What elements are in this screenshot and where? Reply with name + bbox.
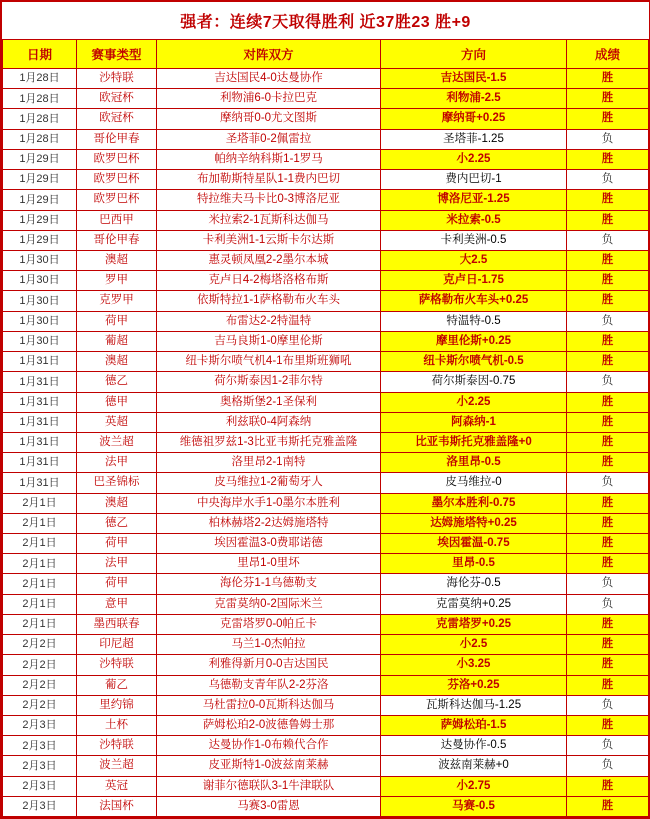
table-row — [3, 716, 649, 736]
cell-match: 吉马良斯1-0摩里伦斯 — [157, 331, 381, 351]
cell-league: 哥伦甲春 — [77, 230, 157, 250]
cell-league: 欧罗巴杯 — [77, 190, 157, 210]
cell-direction: 摩纳哥+0.25 — [381, 109, 567, 129]
cell-direction: 埃因霍温-0.75 — [381, 534, 567, 554]
cell-match: 利物浦6-0卡拉巴克 — [157, 89, 381, 109]
cell-date: 1月29日 — [3, 230, 77, 250]
sheet-title-row — [3, 2, 649, 40]
cell-match: 惠灵顿凤凰2-2墨尔本城 — [157, 250, 381, 270]
cell-result: 负 — [567, 372, 649, 392]
cell-match: 马杜雷拉0-0瓦斯科达伽马 — [157, 695, 381, 715]
cell-date: 2月3日 — [3, 756, 77, 776]
cell-date: 2月3日 — [3, 716, 77, 736]
cell-direction: 费内巴切-1 — [381, 170, 567, 190]
cell-match: 皮马维拉1-2葡萄牙人 — [157, 473, 381, 493]
cell-date: 2月1日 — [3, 554, 77, 574]
cell-match: 卡利美洲1-1云斯卡尔达斯 — [157, 230, 381, 250]
cell-match: 马赛3-0雷恩 — [157, 796, 381, 816]
cell-date: 2月3日 — [3, 736, 77, 756]
page-title: 强者：连续7天取得胜利 近37胜23 胜+9 — [3, 2, 649, 40]
cell-date: 2月2日 — [3, 655, 77, 675]
cell-date: 1月30日 — [3, 250, 77, 270]
cell-match: 布雷达2-2特温特 — [157, 311, 381, 331]
table-row — [3, 372, 649, 392]
table-row — [3, 473, 649, 493]
cell-direction: 克雷塔罗+0.25 — [381, 614, 567, 634]
cell-result: 胜 — [567, 271, 649, 291]
cell-date: 2月1日 — [3, 493, 77, 513]
cell-league: 里约锦 — [77, 695, 157, 715]
cell-direction: 克雷莫纳+0.25 — [381, 594, 567, 614]
cell-league: 哥伦甲春 — [77, 129, 157, 149]
cell-league: 澳超 — [77, 250, 157, 270]
cell-direction: 利物浦-2.5 — [381, 89, 567, 109]
header-direction: 方向 — [381, 40, 567, 69]
cell-match: 特拉维夫马卡比0-3博洛尼亚 — [157, 190, 381, 210]
cell-date: 1月31日 — [3, 432, 77, 452]
table-row — [3, 432, 649, 452]
cell-result: 负 — [567, 594, 649, 614]
cell-league: 土杯 — [77, 716, 157, 736]
cell-league: 澳超 — [77, 352, 157, 372]
cell-result: 胜 — [567, 89, 649, 109]
cell-league: 葡超 — [77, 331, 157, 351]
cell-direction: 纽卡斯尔喷气机-0.5 — [381, 352, 567, 372]
cell-match: 帕纳辛纳科斯1-1罗马 — [157, 149, 381, 169]
cell-league: 澳超 — [77, 493, 157, 513]
cell-direction: 荷尔斯泰因-0.75 — [381, 372, 567, 392]
table-row — [3, 695, 649, 715]
cell-date: 1月31日 — [3, 473, 77, 493]
cell-match: 达曼协作1-0布赖代合作 — [157, 736, 381, 756]
table-row — [3, 796, 649, 816]
results-table — [2, 2, 649, 817]
cell-date: 1月31日 — [3, 453, 77, 473]
cell-league: 欧冠杯 — [77, 109, 157, 129]
table-row — [3, 311, 649, 331]
cell-date: 1月31日 — [3, 412, 77, 432]
cell-date: 1月29日 — [3, 190, 77, 210]
cell-league: 克罗甲 — [77, 291, 157, 311]
cell-date: 1月31日 — [3, 372, 77, 392]
cell-result: 胜 — [567, 453, 649, 473]
cell-date: 1月28日 — [3, 129, 77, 149]
cell-date: 1月31日 — [3, 392, 77, 412]
cell-date: 1月31日 — [3, 352, 77, 372]
cell-league: 墨西联春 — [77, 614, 157, 634]
cell-result: 负 — [567, 473, 649, 493]
cell-league: 欧罗巴杯 — [77, 170, 157, 190]
cell-result: 胜 — [567, 291, 649, 311]
cell-date: 2月1日 — [3, 614, 77, 634]
cell-match: 谢菲尔德联队3-1牛津联队 — [157, 776, 381, 796]
cell-result: 胜 — [567, 493, 649, 513]
cell-date: 1月29日 — [3, 210, 77, 230]
cell-match: 萨姆松珀2-0波德鲁姆士那 — [157, 716, 381, 736]
cell-league: 英超 — [77, 412, 157, 432]
cell-result: 胜 — [567, 635, 649, 655]
cell-match: 纽卡斯尔喷气机4-1布里斯班狮吼 — [157, 352, 381, 372]
cell-direction: 芬洛+0.25 — [381, 675, 567, 695]
table-header-row — [3, 40, 649, 69]
table-body — [3, 69, 649, 817]
cell-direction: 达曼协作-0.5 — [381, 736, 567, 756]
cell-direction: 克卢日-1.75 — [381, 271, 567, 291]
cell-result: 胜 — [567, 190, 649, 210]
cell-league: 德甲 — [77, 392, 157, 412]
cell-direction: 博洛尼亚-1.25 — [381, 190, 567, 210]
table-row — [3, 756, 649, 776]
cell-result: 胜 — [567, 716, 649, 736]
cell-result: 负 — [567, 736, 649, 756]
cell-result: 胜 — [567, 554, 649, 574]
table-row — [3, 291, 649, 311]
cell-result: 胜 — [567, 655, 649, 675]
cell-result: 胜 — [567, 513, 649, 533]
cell-date: 1月29日 — [3, 170, 77, 190]
header-match: 对阵双方 — [157, 40, 381, 69]
cell-direction: 圣塔菲-1.25 — [381, 129, 567, 149]
header-league: 赛事类型 — [77, 40, 157, 69]
cell-direction: 特温特-0.5 — [381, 311, 567, 331]
cell-date: 1月30日 — [3, 331, 77, 351]
cell-match: 克卢日4-2梅塔洛格布斯 — [157, 271, 381, 291]
table-row — [3, 392, 649, 412]
table-row — [3, 554, 649, 574]
cell-result: 胜 — [567, 534, 649, 554]
cell-date: 1月28日 — [3, 109, 77, 129]
cell-direction: 米拉索-0.5 — [381, 210, 567, 230]
cell-league: 意甲 — [77, 594, 157, 614]
cell-direction: 皮马维拉-0 — [381, 473, 567, 493]
cell-league: 荷甲 — [77, 574, 157, 594]
cell-date: 1月28日 — [3, 69, 77, 89]
cell-date: 2月1日 — [3, 594, 77, 614]
cell-league: 波兰超 — [77, 756, 157, 776]
cell-league: 巴圣锦标 — [77, 473, 157, 493]
cell-direction: 卡利美洲-0.5 — [381, 230, 567, 250]
header-date: 日期 — [3, 40, 77, 69]
cell-result: 负 — [567, 695, 649, 715]
cell-match: 利兹联0-4阿森纳 — [157, 412, 381, 432]
cell-result: 胜 — [567, 392, 649, 412]
cell-match: 里昂1-0里坏 — [157, 554, 381, 574]
cell-direction: 小2.25 — [381, 149, 567, 169]
cell-date: 2月1日 — [3, 574, 77, 594]
cell-result: 胜 — [567, 352, 649, 372]
table-row — [3, 594, 649, 614]
cell-league: 罗甲 — [77, 271, 157, 291]
cell-league: 印尼超 — [77, 635, 157, 655]
cell-direction: 阿森纳-1 — [381, 412, 567, 432]
cell-date: 1月30日 — [3, 271, 77, 291]
table-row — [3, 614, 649, 634]
table-row — [3, 69, 649, 89]
table-row — [3, 655, 649, 675]
cell-match: 中央海岸水手1-0墨尔本胜利 — [157, 493, 381, 513]
cell-direction: 达姆施塔特+0.25 — [381, 513, 567, 533]
cell-result: 负 — [567, 129, 649, 149]
table-row — [3, 493, 649, 513]
cell-result: 负 — [567, 756, 649, 776]
cell-match: 米拉索2-1瓦斯科达伽马 — [157, 210, 381, 230]
cell-date: 2月2日 — [3, 695, 77, 715]
cell-match: 依斯特拉1-1萨格勒布火车头 — [157, 291, 381, 311]
cell-direction: 马赛-0.5 — [381, 796, 567, 816]
table-row — [3, 129, 649, 149]
table-row — [3, 675, 649, 695]
cell-direction: 瓦斯科达伽马-1.25 — [381, 695, 567, 715]
table-row — [3, 776, 649, 796]
cell-league: 欧冠杯 — [77, 89, 157, 109]
cell-result: 胜 — [567, 796, 649, 816]
cell-match: 摩纳哥0-0尤文图斯 — [157, 109, 381, 129]
cell-direction: 波兹南莱赫+0 — [381, 756, 567, 776]
cell-date: 1月28日 — [3, 89, 77, 109]
cell-result: 胜 — [567, 776, 649, 796]
cell-date: 2月3日 — [3, 776, 77, 796]
table-row — [3, 210, 649, 230]
cell-result: 胜 — [567, 331, 649, 351]
cell-result: 胜 — [567, 109, 649, 129]
cell-league: 巴西甲 — [77, 210, 157, 230]
cell-direction: 比亚韦斯托克雅盖隆+0 — [381, 432, 567, 452]
cell-direction: 萨姆松珀-1.5 — [381, 716, 567, 736]
cell-date: 2月3日 — [3, 796, 77, 816]
table-row — [3, 513, 649, 533]
cell-date: 2月1日 — [3, 513, 77, 533]
cell-direction: 大2.5 — [381, 250, 567, 270]
cell-match: 吉达国民4-0达曼协作 — [157, 69, 381, 89]
header-result: 成绩 — [567, 40, 649, 69]
table-row — [3, 109, 649, 129]
cell-result: 胜 — [567, 210, 649, 230]
cell-result: 胜 — [567, 250, 649, 270]
table-row — [3, 190, 649, 210]
cell-match: 圣塔菲0-2佩雷拉 — [157, 129, 381, 149]
cell-date: 2月2日 — [3, 635, 77, 655]
cell-league: 法国杯 — [77, 796, 157, 816]
cell-league: 德乙 — [77, 513, 157, 533]
cell-match: 洛里昂2-1南特 — [157, 453, 381, 473]
cell-result: 胜 — [567, 675, 649, 695]
cell-match: 荷尔斯泰因1-2菲尔特 — [157, 372, 381, 392]
cell-match: 克雷莫纳0-2国际米兰 — [157, 594, 381, 614]
table-row — [3, 149, 649, 169]
cell-direction: 墨尔本胜利-0.75 — [381, 493, 567, 513]
table-row — [3, 534, 649, 554]
cell-result: 负 — [567, 170, 649, 190]
cell-match: 维德祖罗兹1-3比亚韦斯托克雅盖隆 — [157, 432, 381, 452]
table-row — [3, 453, 649, 473]
cell-match: 埃因霍温3-0费耶诺德 — [157, 534, 381, 554]
cell-result: 负 — [567, 574, 649, 594]
cell-date: 1月30日 — [3, 291, 77, 311]
cell-league: 荷甲 — [77, 311, 157, 331]
cell-league: 法甲 — [77, 554, 157, 574]
cell-direction: 里昂-0.5 — [381, 554, 567, 574]
cell-league: 波兰超 — [77, 432, 157, 452]
table-row — [3, 352, 649, 372]
cell-direction: 海伦芬-0.5 — [381, 574, 567, 594]
cell-direction: 小2.75 — [381, 776, 567, 796]
table-row — [3, 635, 649, 655]
cell-league: 德乙 — [77, 372, 157, 392]
cell-league: 欧罗巴杯 — [77, 149, 157, 169]
table-row — [3, 412, 649, 432]
cell-league: 沙特联 — [77, 69, 157, 89]
cell-direction: 萨格勒布火车头+0.25 — [381, 291, 567, 311]
cell-league: 荷甲 — [77, 534, 157, 554]
cell-direction: 洛里昂-0.5 — [381, 453, 567, 473]
cell-match: 利雅得新月0-0吉达国民 — [157, 655, 381, 675]
cell-result: 胜 — [567, 432, 649, 452]
cell-direction: 摩里伦斯+0.25 — [381, 331, 567, 351]
cell-match: 皮亚斯特1-0波兹南莱赫 — [157, 756, 381, 776]
cell-match: 海伦芬1-1乌德勒支 — [157, 574, 381, 594]
cell-league: 英冠 — [77, 776, 157, 796]
cell-direction: 吉达国民-1.5 — [381, 69, 567, 89]
cell-league: 葡乙 — [77, 675, 157, 695]
table-row — [3, 250, 649, 270]
cell-result: 胜 — [567, 69, 649, 89]
cell-direction: 小2.25 — [381, 392, 567, 412]
cell-league: 沙特联 — [77, 655, 157, 675]
cell-result: 负 — [567, 230, 649, 250]
cell-date: 1月29日 — [3, 149, 77, 169]
cell-match: 柏林赫塔2-2达姆施塔特 — [157, 513, 381, 533]
cell-match: 奥格斯堡2-1圣保利 — [157, 392, 381, 412]
cell-match: 乌德勒支青年队2-2芬洛 — [157, 675, 381, 695]
table-row — [3, 736, 649, 756]
table-row — [3, 89, 649, 109]
cell-league: 法甲 — [77, 453, 157, 473]
table-row — [3, 170, 649, 190]
cell-match: 布加勒斯特星队1-1费内巴切 — [157, 170, 381, 190]
cell-result: 胜 — [567, 412, 649, 432]
cell-match: 克雷塔罗0-0帕丘卡 — [157, 614, 381, 634]
cell-league: 沙特联 — [77, 736, 157, 756]
table-row — [3, 271, 649, 291]
cell-direction: 小2.5 — [381, 635, 567, 655]
cell-direction: 小3.25 — [381, 655, 567, 675]
table-row — [3, 230, 649, 250]
cell-date: 1月30日 — [3, 311, 77, 331]
cell-result: 胜 — [567, 149, 649, 169]
cell-date: 2月1日 — [3, 534, 77, 554]
cell-match: 马兰1-0杰帕拉 — [157, 635, 381, 655]
table-row — [3, 574, 649, 594]
table-row — [3, 331, 649, 351]
cell-date: 2月2日 — [3, 675, 77, 695]
cell-result: 胜 — [567, 614, 649, 634]
cell-result: 负 — [567, 311, 649, 331]
